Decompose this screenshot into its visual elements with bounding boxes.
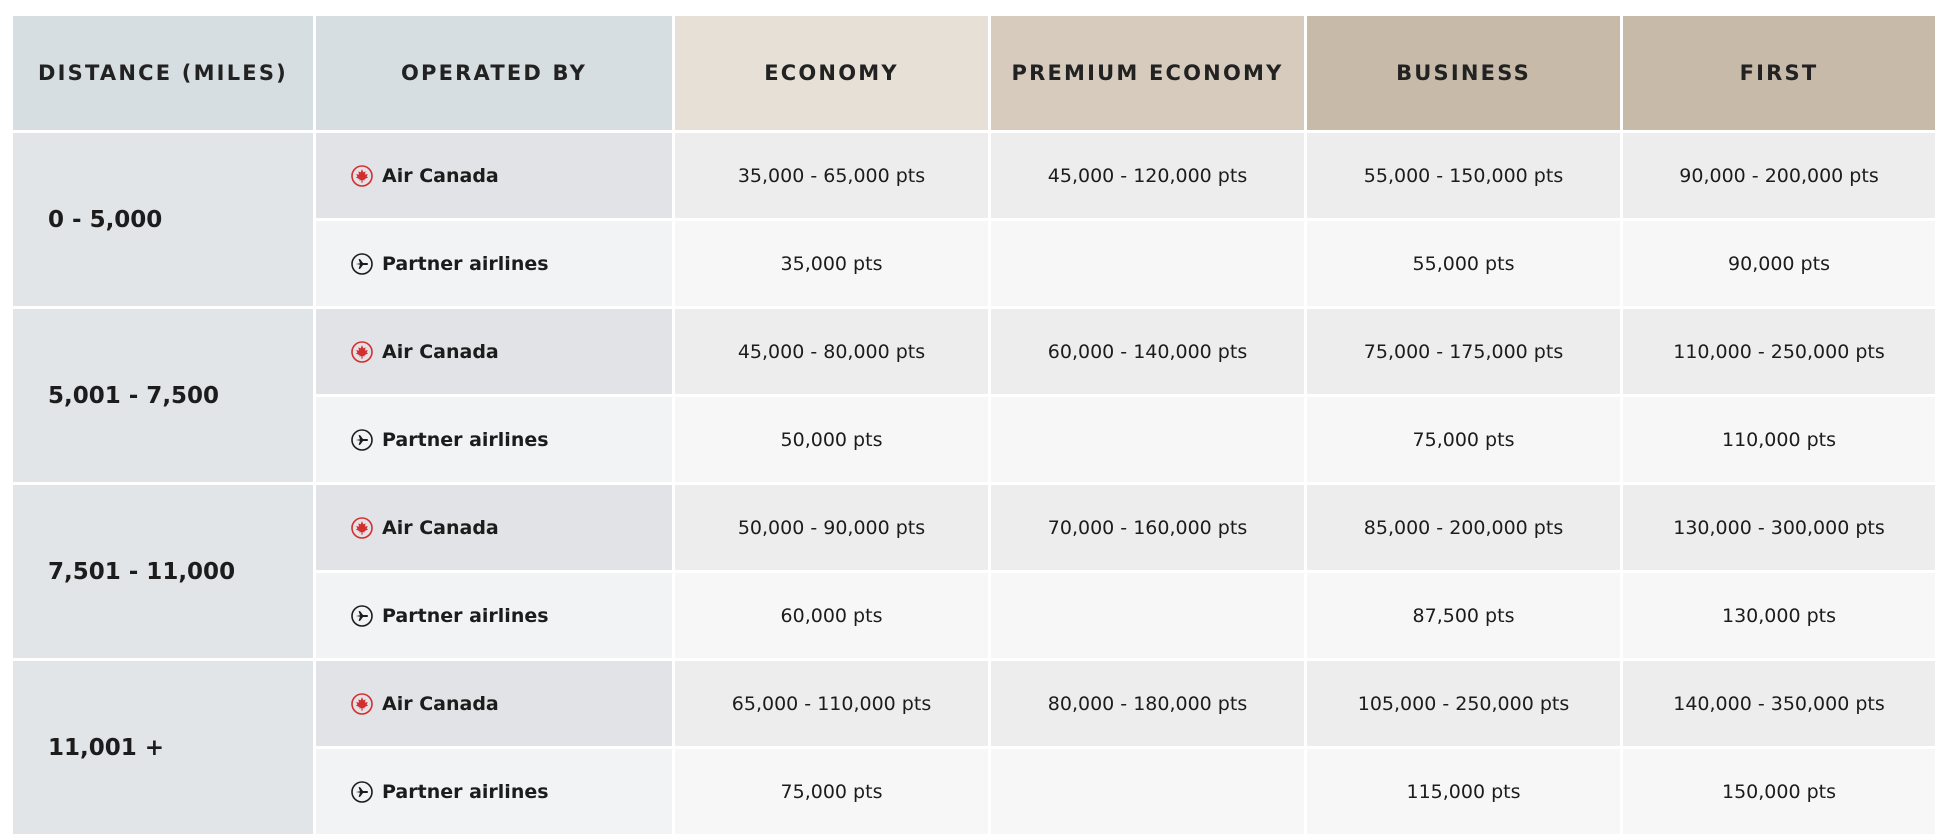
- airplane-circle-icon: [351, 429, 373, 451]
- business-points-cell: 87,500 pts: [1307, 573, 1620, 658]
- header-operated-by: OPERATED BY: [316, 16, 672, 130]
- operator-label: Partner airlines: [382, 252, 549, 275]
- airplane-circle-icon: [351, 253, 373, 275]
- header-distance: DISTANCE (MILES): [13, 16, 313, 130]
- header-first: FIRST: [1623, 16, 1935, 130]
- economy-points-cell: 60,000 pts: [675, 573, 988, 658]
- operator-cell-air-canada: [316, 485, 672, 570]
- maple-leaf-roundel-icon: [351, 517, 373, 539]
- economy-points-cell: 75,000 pts: [675, 749, 988, 834]
- first-points-cell: 150,000 pts: [1623, 749, 1935, 834]
- first-points-cell: 90,000 pts: [1623, 221, 1935, 306]
- operator-label: Partner airlines: [382, 604, 549, 627]
- economy-points-cell: 65,000 - 110,000 pts: [675, 661, 988, 746]
- distance-band-cell: 7,501 - 11,000: [13, 485, 313, 658]
- economy-points-cell: 35,000 pts: [675, 221, 988, 306]
- operator-cell-air-canada: [316, 133, 672, 218]
- business-points-cell: 105,000 - 250,000 pts: [1307, 661, 1620, 746]
- economy-points-cell: 50,000 pts: [675, 397, 988, 482]
- business-points-cell: 115,000 pts: [1307, 749, 1620, 834]
- premium-economy-points-cell: 60,000 - 140,000 pts: [991, 309, 1304, 394]
- operator-label: Partner airlines: [382, 780, 549, 803]
- maple-leaf-roundel-icon: [351, 341, 373, 363]
- premium-economy-points-cell: 80,000 - 180,000 pts: [991, 661, 1304, 746]
- first-points-cell: 130,000 - 300,000 pts: [1623, 485, 1935, 570]
- header-premium-economy: PREMIUM ECONOMY: [991, 16, 1304, 130]
- business-points-cell: 75,000 - 175,000 pts: [1307, 309, 1620, 394]
- operator-cell-partner-airlines: [316, 221, 672, 306]
- operator-cell-partner-airlines: [316, 573, 672, 658]
- business-points-cell: 55,000 pts: [1307, 221, 1620, 306]
- premium-economy-points-cell: 70,000 - 160,000 pts: [991, 485, 1304, 570]
- distance-band-cell: 5,001 - 7,500: [13, 309, 313, 482]
- distance-band-cell: 11,001 +: [13, 661, 313, 834]
- first-points-cell: 90,000 - 200,000 pts: [1623, 133, 1935, 218]
- operator-label: Air Canada: [382, 340, 499, 363]
- premium-economy-points-cell: [991, 221, 1304, 306]
- operator-label: Air Canada: [382, 692, 499, 715]
- first-points-cell: 140,000 - 350,000 pts: [1623, 661, 1935, 746]
- header-economy: ECONOMY: [675, 16, 988, 130]
- maple-leaf-roundel-icon: [351, 165, 373, 187]
- operator-cell-air-canada: [316, 309, 672, 394]
- maple-leaf-roundel-icon: [351, 693, 373, 715]
- premium-economy-points-cell: 45,000 - 120,000 pts: [991, 133, 1304, 218]
- award-chart-table: [13, 16, 1935, 834]
- operator-label: Partner airlines: [382, 428, 549, 451]
- premium-economy-points-cell: [991, 749, 1304, 834]
- business-points-cell: 55,000 - 150,000 pts: [1307, 133, 1620, 218]
- economy-points-cell: 45,000 - 80,000 pts: [675, 309, 988, 394]
- operator-label: Air Canada: [382, 164, 499, 187]
- first-points-cell: 130,000 pts: [1623, 573, 1935, 658]
- premium-economy-points-cell: [991, 397, 1304, 482]
- first-points-cell: 110,000 pts: [1623, 397, 1935, 482]
- operator-cell-air-canada: [316, 661, 672, 746]
- airplane-circle-icon: [351, 781, 373, 803]
- economy-points-cell: 35,000 - 65,000 pts: [675, 133, 988, 218]
- business-points-cell: 75,000 pts: [1307, 397, 1620, 482]
- operator-cell-partner-airlines: [316, 749, 672, 834]
- premium-economy-points-cell: [991, 573, 1304, 658]
- operator-label: Air Canada: [382, 516, 499, 539]
- first-points-cell: 110,000 - 250,000 pts: [1623, 309, 1935, 394]
- header-business: BUSINESS: [1307, 16, 1620, 130]
- business-points-cell: 85,000 - 200,000 pts: [1307, 485, 1620, 570]
- operator-cell-partner-airlines: [316, 397, 672, 482]
- economy-points-cell: 50,000 - 90,000 pts: [675, 485, 988, 570]
- airplane-circle-icon: [351, 605, 373, 627]
- distance-band-cell: 0 - 5,000: [13, 133, 313, 306]
